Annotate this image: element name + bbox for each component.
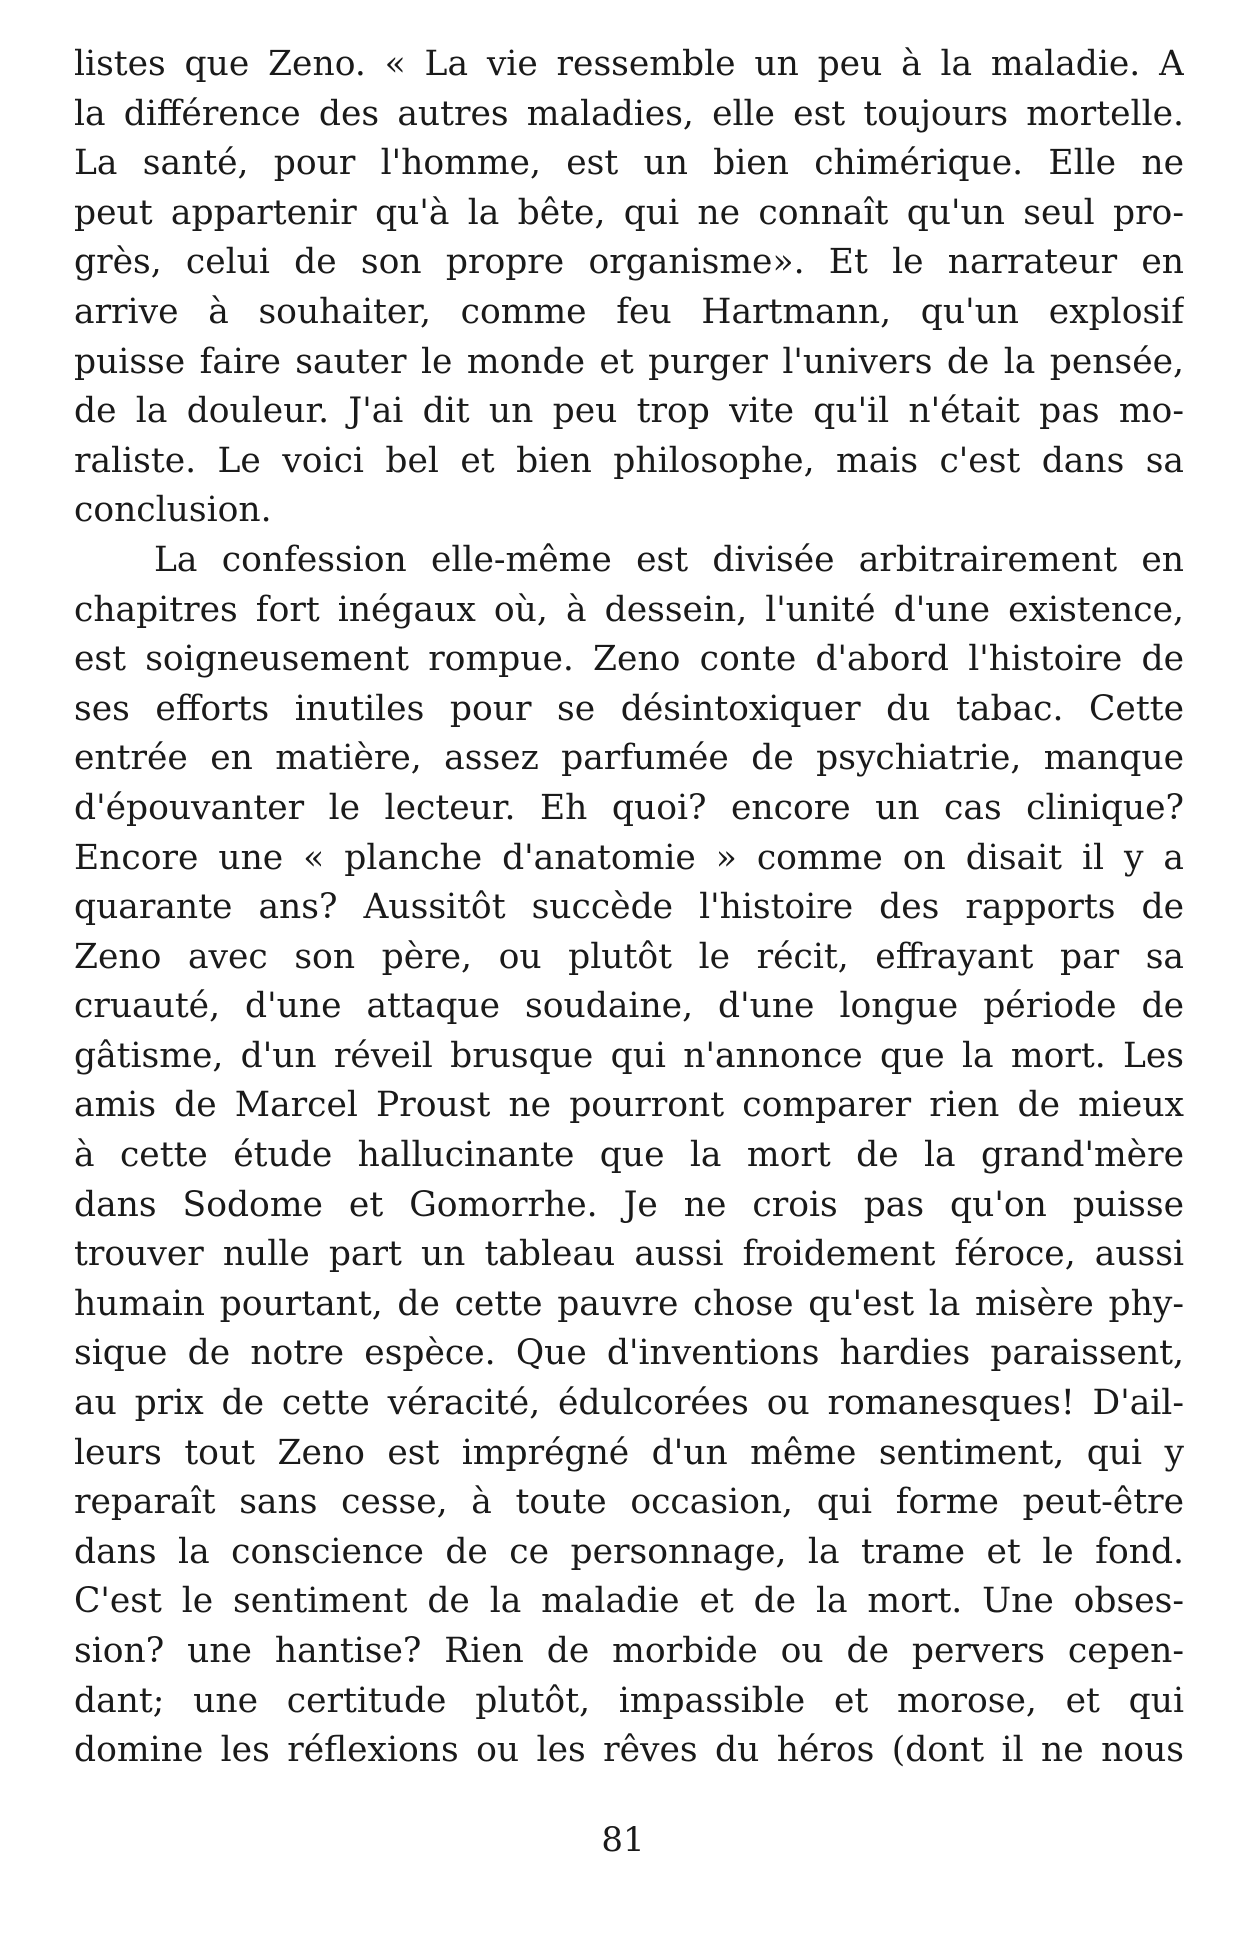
text-line: dans Sodome et Gomorrhe. Je ne crois pas qu'on puisse	[74, 1184, 1184, 1225]
text-line: quarante ans? Aussitôt succède l'histoire des rapports de	[74, 887, 1184, 928]
paragraph-2	[74, 536, 1184, 1776]
text-line: de la douleur. J'ai dit un peu trop vite qu'il n'était pas mo-	[74, 391, 1184, 432]
text-line: cruauté, d'une attaque soudaine, d'une longue période de	[74, 986, 1184, 1027]
text-line: dant; une certitude plutôt, impassible et morose, et qui	[74, 1680, 1184, 1721]
text-line: listes que Zeno. « La vie ressemble un peu à la maladie. A	[74, 44, 1184, 84]
text-line: chapitres fort inégaux où, à dessein, l'unité d'une existence,	[74, 589, 1184, 630]
text-line: sion? une hantise? Rien de morbide ou de pervers cepen-	[74, 1631, 1184, 1671]
page-number: 81	[601, 1820, 645, 1860]
body-text	[74, 40, 1184, 1776]
text-line: conclusion.	[74, 490, 272, 531]
text-line: ses efforts inutiles pour se désintoxiquer du tabac. Cette	[74, 688, 1184, 729]
text-line: au prix de cette véracité, édulcorées ou romanesques! D'ail-	[74, 1383, 1184, 1424]
text-line: gâtisme, d'un réveil brusque qui n'annonce que la mort. Les	[74, 1035, 1184, 1076]
text-line: reparaît sans cesse, à toute occasion, qui forme peut-être	[74, 1482, 1184, 1523]
text-line: puisse faire sauter le monde et purger l'univers de la pensée,	[74, 341, 1184, 382]
text-line: sique de notre espèce. Que d'inventions hardies paraissent,	[74, 1333, 1184, 1374]
text-line: domine les réflexions ou les rêves du héros (dont il ne nous	[74, 1730, 1184, 1771]
text-line: entrée en matière, assez parfumée de psychiatrie, manque	[74, 738, 1184, 779]
text-line: d'épouvanter le lecteur. Eh quoi? encore un cas clinique?	[74, 787, 1184, 828]
text-line: Zeno avec son père, ou plutôt le récit, effrayant par sa	[74, 936, 1184, 977]
text-line: peut appartenir qu'à la bête, qui ne connaît qu'un seul pro-	[74, 192, 1184, 233]
text-line: raliste. Le voici bel et bien philosophe, mais c'est dans sa	[74, 440, 1184, 481]
text-line: arrive à souhaiter, comme feu Hartmann, qu'un explosif	[74, 291, 1184, 332]
text-line: dans la conscience de ce personnage, la trame et le fond.	[74, 1531, 1184, 1572]
text-line: La santé, pour l'homme, est un bien chimérique. Elle ne	[74, 143, 1184, 184]
text-line: grès, celui de son propre organisme». Et le narrateur en	[74, 242, 1184, 283]
text-line: trouver nulle part un tableau aussi froidement féroce, aussi	[74, 1234, 1184, 1275]
text-line: amis de Marcel Proust ne pourront comparer rien de mieux	[74, 1085, 1184, 1126]
text-line: La confession elle-même est divisée arbitrairement en	[154, 539, 1184, 580]
text-line: à cette étude hallucinante que la mort de la grand'mère	[74, 1135, 1184, 1176]
paragraph-1	[74, 40, 1184, 536]
text-line: leurs tout Zeno est imprégné d'un même sentiment, qui y	[74, 1432, 1184, 1473]
text-line: Encore une « planche d'anatomie » comme on disait il y a	[74, 837, 1184, 878]
text-line: humain pourtant, de cette pauvre chose qu'est la misère phy-	[74, 1283, 1184, 1324]
text-line: est soigneusement rompue. Zeno conte d'abord l'histoire de	[74, 639, 1184, 680]
text-line: la différence des autres maladies, elle est toujours mortelle.	[74, 93, 1184, 134]
text-line: C'est le sentiment de la maladie et de la mort. Une obses-	[74, 1581, 1184, 1622]
